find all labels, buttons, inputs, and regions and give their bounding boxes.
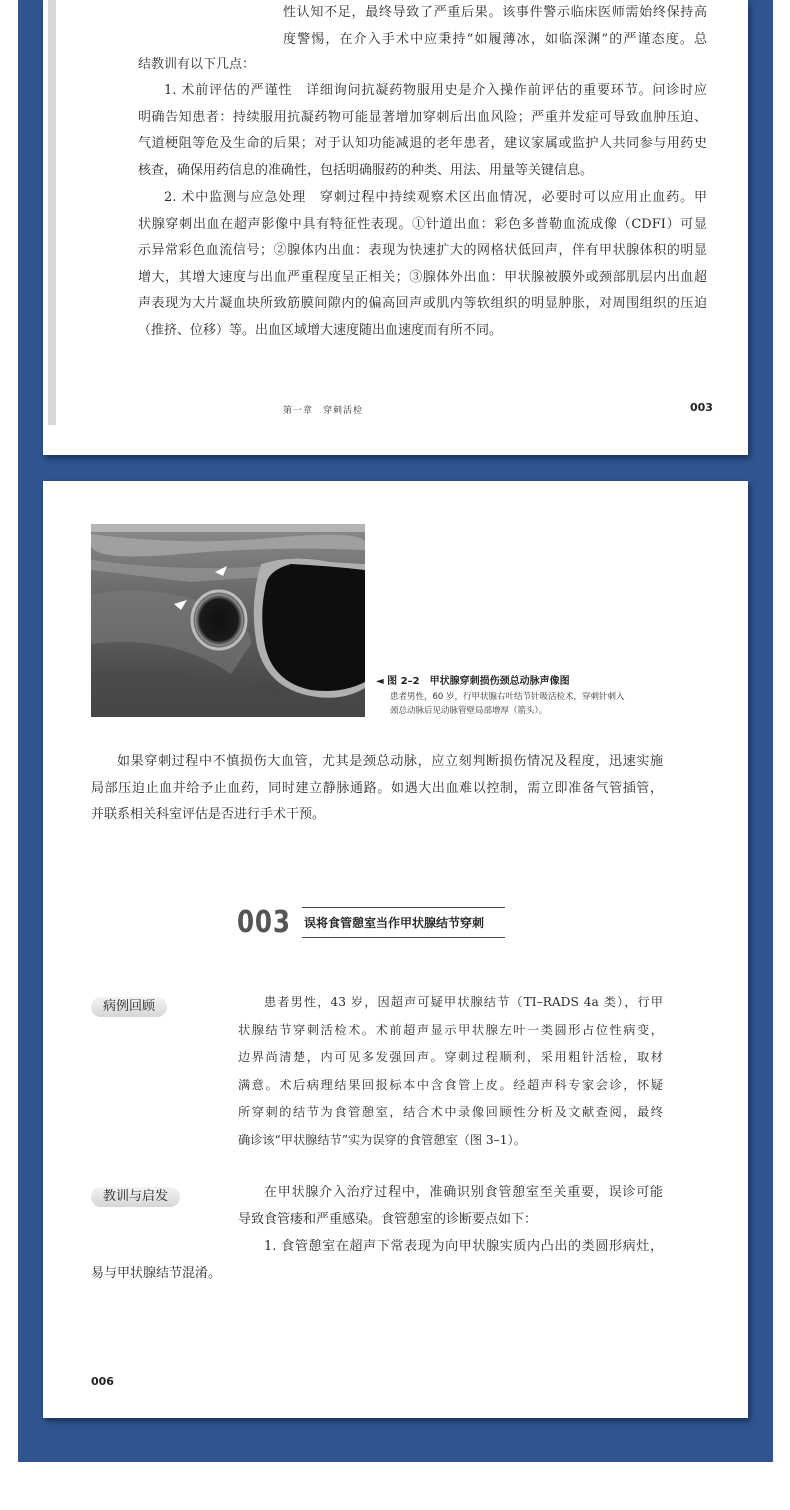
text-line: 患者男性，43 岁，因超声可疑甲状腺结节（TI–RADS 4a 类），行甲 [264,995,663,1009]
text-line: 易与甲状腺结节混淆。 [91,1265,222,1281]
text-line: （推挤、位移）等。出血区域增大速度随出血速度而有所不同。 [138,322,503,338]
paragraph-point-2 [138,185,707,345]
text-line: 导致食管瘘和严重感染。食管憩室的诊断要点如下： [238,1211,538,1227]
text-line: 声表现为大片凝血块所致筋膜间隙内的偏高回声或肌内等软组织的明显肿胀，对周围组织的压迫 [138,296,707,312]
text-line: 气道梗阻等危及生命的后果；对于认知功能减退的老年患者，建议家属或监护人共同参与用药史 [138,136,707,152]
text-line: 示异常彩色血流信号；②腺体内出血：表现为快速扩大的网格状低回声，伴有甲状腺体积的明显 [138,243,707,259]
text-line: 状腺结节穿刺活检术。术前超声显示甲状腺左叶一类圆形占位性病变， [238,1022,663,1037]
figure-caption-title: ◄ 图 2–2 甲状腺穿刺损伤颈总动脉声像图 [376,676,570,687]
tag-case-review: 病例回顾 [91,997,167,1017]
tag-lessons: 教训与启发 [91,1187,180,1207]
ultrasound-image [91,524,365,717]
book-page-003 [43,0,748,455]
figure-caption-text [390,690,690,718]
running-footer-chapter: 第一章 穿刺活检 [283,406,364,416]
text-line: 在甲状腺介入治疗过程中，准确识别食管憩室至关重要，误诊可能 [264,1185,663,1200]
text-line: 核查，确保用药信息的准确性，包括明确服药的种类、用法、用量等关键信息。 [138,162,594,178]
caption-line: 患者男性，60 岁，行甲状腺右叶结节针吸活检术，穿刺针刺入 [390,692,625,702]
paragraph-case-review [238,989,663,1155]
text-line: 如果穿刺过程中不慎损伤大血管，尤其是颈总动脉，应立刻判断损伤情况及程度，迅速实施 [117,754,663,769]
text-line: 度警惕，在介入手术中应秉持“如履薄冰，如临深渊”的严谨态度。总 [283,31,707,47]
ultrasound-image-drawing [91,524,365,717]
paragraph-vessel-injury [91,749,663,829]
paragraph-lessons [238,1180,663,1233]
page-spine-shadow [48,0,56,425]
text-line: 满意。术后病理结果回报标本中含食管上皮。经超声科专家会诊，怀疑 [238,1077,663,1092]
paragraph-point-1 [138,78,707,184]
paragraph-continuation [283,0,707,53]
text-line: 确诊该“甲状腺结节”实为误穿的食管憩室（图 3–1）。 [238,1132,526,1147]
text-line: 1. 食管憩室在超声下常表现为向甲状腺实质内凸出的类圆形病灶， [264,1239,663,1254]
text-line: 1. 术前评估的严谨性 详细询问抗凝药物服用史是介入操作前评估的重要环节。问诊时应 [164,83,707,98]
text-line: 结教训有以下几点： [138,57,256,72]
text-line: 明确告知患者：持续服用抗凝药物可能显著增加穿刺后出血风险；严重并发症可导致血肿压迫、 [138,109,707,125]
section-title: 误将食管憩室当作甲状腺结节穿刺 [302,907,505,938]
book-page-006 [43,481,748,1418]
section-number: 003 [237,905,291,940]
text-line: 边界尚清楚，内可见多发强回声。穿刺过程顺利，采用粗针活检，取材 [238,1050,663,1065]
text-line: 增大，其增大速度与出血严重程度呈正相关；③腺体外出血：甲状腺被膜外或颈部肌层内出血超 [138,269,707,285]
text-line: 性认知不足，最终导致了严重后果。该事件警示临床医师需始终保持高 [283,5,707,20]
page-number: 006 [91,1375,114,1388]
text-line: 所穿刺的结节为食管憩室，结合术中录像回顾性分析及文献查阅，最终 [238,1105,663,1120]
text-line: 状腺穿刺出血在超声影像中具有特征性表现。①针道出血：彩色多普勒血流成像（CDFI）可显 [138,216,707,232]
paragraph-intro [138,52,707,79]
page-number: 003 [690,401,713,414]
paragraph-lesson-point-1 [91,1234,663,1287]
text-line: 2. 术中监测与应急处理 穿刺过程中持续观察术区出血情况，必要时可以应用止血药。甲 [164,190,707,205]
caption-line: 颈总动脉后见动脉管壁局部增厚（箭头）。 [390,706,548,716]
text-line: 并联系相关科室评估是否进行手术干预。 [91,807,326,823]
text-line: 局部压迫止血并给予止血药，同时建立静脉通路。如遇大出血难以控制，需立即准备气管插管， [91,780,663,796]
